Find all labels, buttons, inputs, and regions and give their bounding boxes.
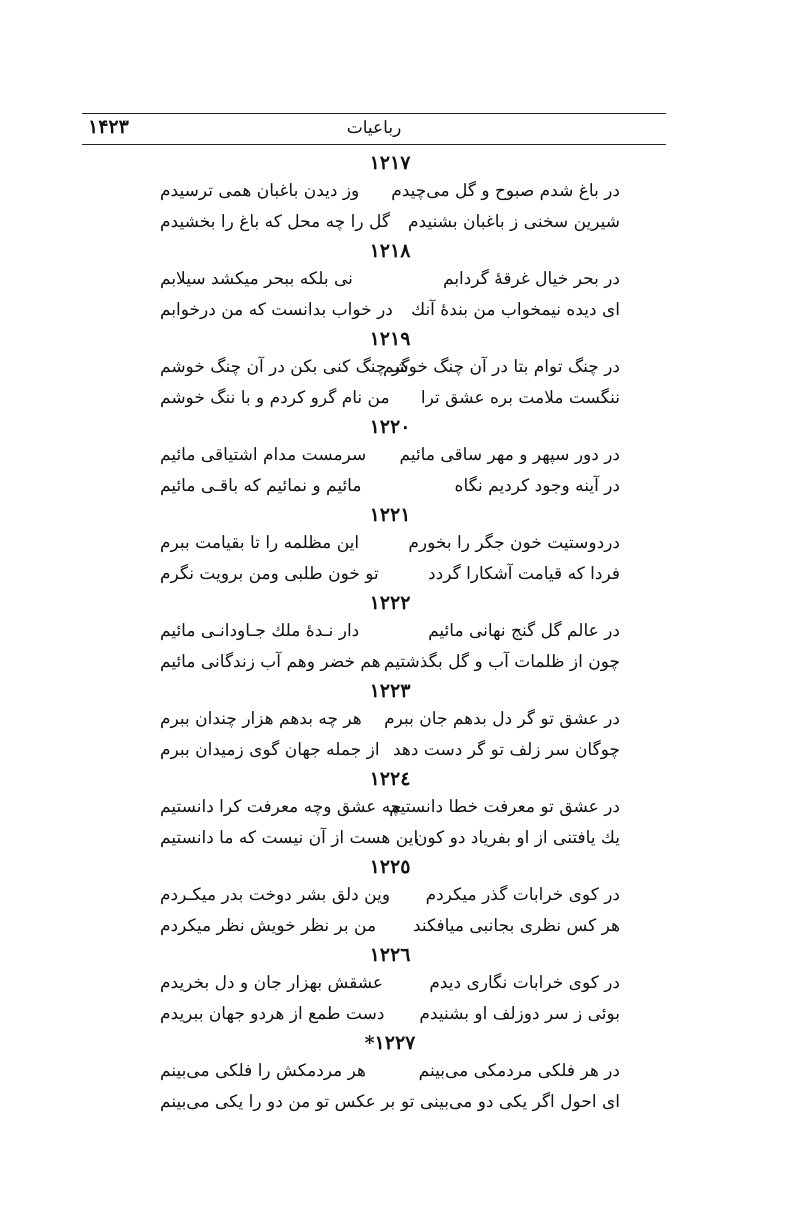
verse-line [160,264,620,295]
quatrain-number: ۱۲۲٦ [369,944,411,966]
quatrain-number: ۱۲۲۳ [369,680,411,702]
quatrain [160,590,620,678]
verse-line [160,792,620,823]
quatrain [160,150,620,238]
header-top-rule [82,113,666,114]
second-hemistich: دار نـدهٔ ملك جـاودانـی مائیم [160,621,360,641]
verse-line [160,968,620,999]
first-hemistich: در هر فلکی مردمکی می‌بینم [418,1061,620,1081]
first-hemistich: ای احول اگر یکی دو می‌بینی تو [400,1092,620,1112]
quatrain [160,502,620,590]
first-hemistich: در چنگ توام بتا در آن چنگ خوشم [383,357,620,377]
verse-line [160,735,620,766]
first-hemistich: در عشق تو گر دل بدهم جان ببرم [384,709,620,729]
verse-line [160,911,620,942]
quatrain-number: ۱۲۲۲ [369,592,411,614]
verse-line [160,1087,620,1118]
verse-line [160,471,620,502]
second-hemistich: عشقش بهزار جان و دل بخریدم [160,973,384,993]
second-hemistich: وین دلق بشر دوخت بدر میکـردم [160,885,391,905]
second-hemistich: من بر نظر خویش نظر میکردم [160,916,377,936]
verse-line [160,440,620,471]
verse-line [160,647,620,678]
verse-line [160,207,620,238]
second-hemistich: نی بلکه ببحر میکشد سیلابم [160,269,353,289]
running-header [82,116,666,142]
first-hemistich: ننگست ملامت بره عشق ترا [420,388,620,408]
second-hemistich: این هست از آن نیست که ما دانستیم [160,828,419,848]
verse-line [160,176,620,207]
verse-line [160,1056,620,1087]
second-hemistich: چه عشق وچه معرفت کرا دانستیم [160,797,402,817]
quatrain [160,854,620,942]
second-hemistich: هر مردمکش را فلکی می‌بینم [160,1061,367,1081]
second-hemistich: گر چنگ کنی بکن در آن چنگ خوشم [160,357,410,377]
verse-line [160,528,620,559]
first-hemistich: در دور سپهر و مهر ساقی مائیم [399,445,620,465]
first-hemistich: چوگان سر زلف تو گر دست دهد [392,740,620,760]
quatrain [160,766,620,854]
verse-line [160,559,620,590]
verse-line [160,295,620,326]
verse-line [160,823,620,854]
first-hemistich: در بحر خیال غرقهٔ گردابم [443,269,620,289]
quatrain-number: ۱۲۲۱ [369,504,411,526]
second-hemistich: گل را چه محل که باغ را بخشیدم [160,212,390,232]
verse-line [160,880,620,911]
second-hemistich: وز دیدن باغبان همی ترسیدم [160,181,360,201]
quatrain [160,1030,620,1118]
verse-line [160,383,620,414]
quatrain-number: ۱۲۲٤ [369,768,411,790]
quatrain [160,238,620,326]
second-hemistich: از جمله جهان گوی زمیدان ببرم [160,740,380,760]
quatrain-list [160,150,620,1118]
first-hemistich: دردوستیت خون جگر را بخورم [408,533,620,553]
quatrain-number: ۱۲۲٥ [369,856,411,878]
first-hemistich: در کوی خرابات گذر میکردم [425,885,620,905]
quatrain-number: ۱۲۱۹ [369,328,411,350]
first-hemistich: یك یافتنی از او بفریاد دو کون [414,828,620,848]
second-hemistich: هر چه بدهم هزار چندان ببرم [160,709,362,729]
first-hemistich: در کوی خرابات نگاری دیدم [429,973,620,993]
first-hemistich: چون از ظلمات آب و گل بگذشتیم [383,652,620,672]
first-hemistich: فردا که قیامت آشکارا گردد [428,564,620,584]
verse-line [160,616,620,647]
quatrain-number: ۱۲۲۰ [369,416,411,438]
verse-line [160,999,620,1030]
first-hemistich: ای دیده نیمخواب من بندهٔ آنك [411,300,620,320]
first-hemistich: شیرین سخنی ز باغبان بشنیدم [408,212,620,232]
header-bottom-rule [82,144,666,145]
quatrain [160,414,620,502]
first-hemistich: هر کس نظری بجانبی میافکند [413,916,620,936]
second-hemistich: من نام گرو کردم و با ننگ خوشم [160,388,390,408]
quatrain [160,678,620,766]
quatrain-number: ۱۲۲۷* [364,1032,416,1054]
page-number: ۱۴۲۳ [88,116,129,138]
second-hemistich: تو خون طلبی ومن برویت نگرم [160,564,379,584]
second-hemistich: این مظلمه را تا بقیامت ببرم [160,533,360,553]
quatrain [160,942,620,1030]
first-hemistich: بوئی ز سر دوزلف او بشنیدم [419,1004,620,1024]
quatrain-number: ۱۲۱۸ [369,240,411,262]
first-hemistich: در آینه وجود کردیم نگاه [454,476,620,496]
first-hemistich: در عشق تو معرفت خطا دانستیم [389,797,620,817]
second-hemistich: بر عکس تو من دو را یکی می‌بینم [160,1092,396,1112]
quatrain-number: ۱۲۱۷ [369,152,411,174]
verse-line [160,704,620,735]
quatrain [160,326,620,414]
second-hemistich: سرمست مدام اشتیاقی مائیم [160,445,367,465]
second-hemistich: در خواب بدانست که من درخوابم [160,300,393,320]
second-hemistich: دست طمع از هردو جهان ببریدم [160,1004,385,1024]
running-title: رباعیات [346,118,402,138]
verse-line [160,352,620,383]
first-hemistich: در باغ شدم صبوح و گل می‌چیدم [391,181,620,201]
second-hemistich: مائیم و نمائیم که باقـی مائیم [160,476,362,496]
second-hemistich: هم خضر وهم آب زندگانی مائیم [160,652,381,672]
first-hemistich: در عالم گل گنج نهانی مائیم [428,621,620,641]
